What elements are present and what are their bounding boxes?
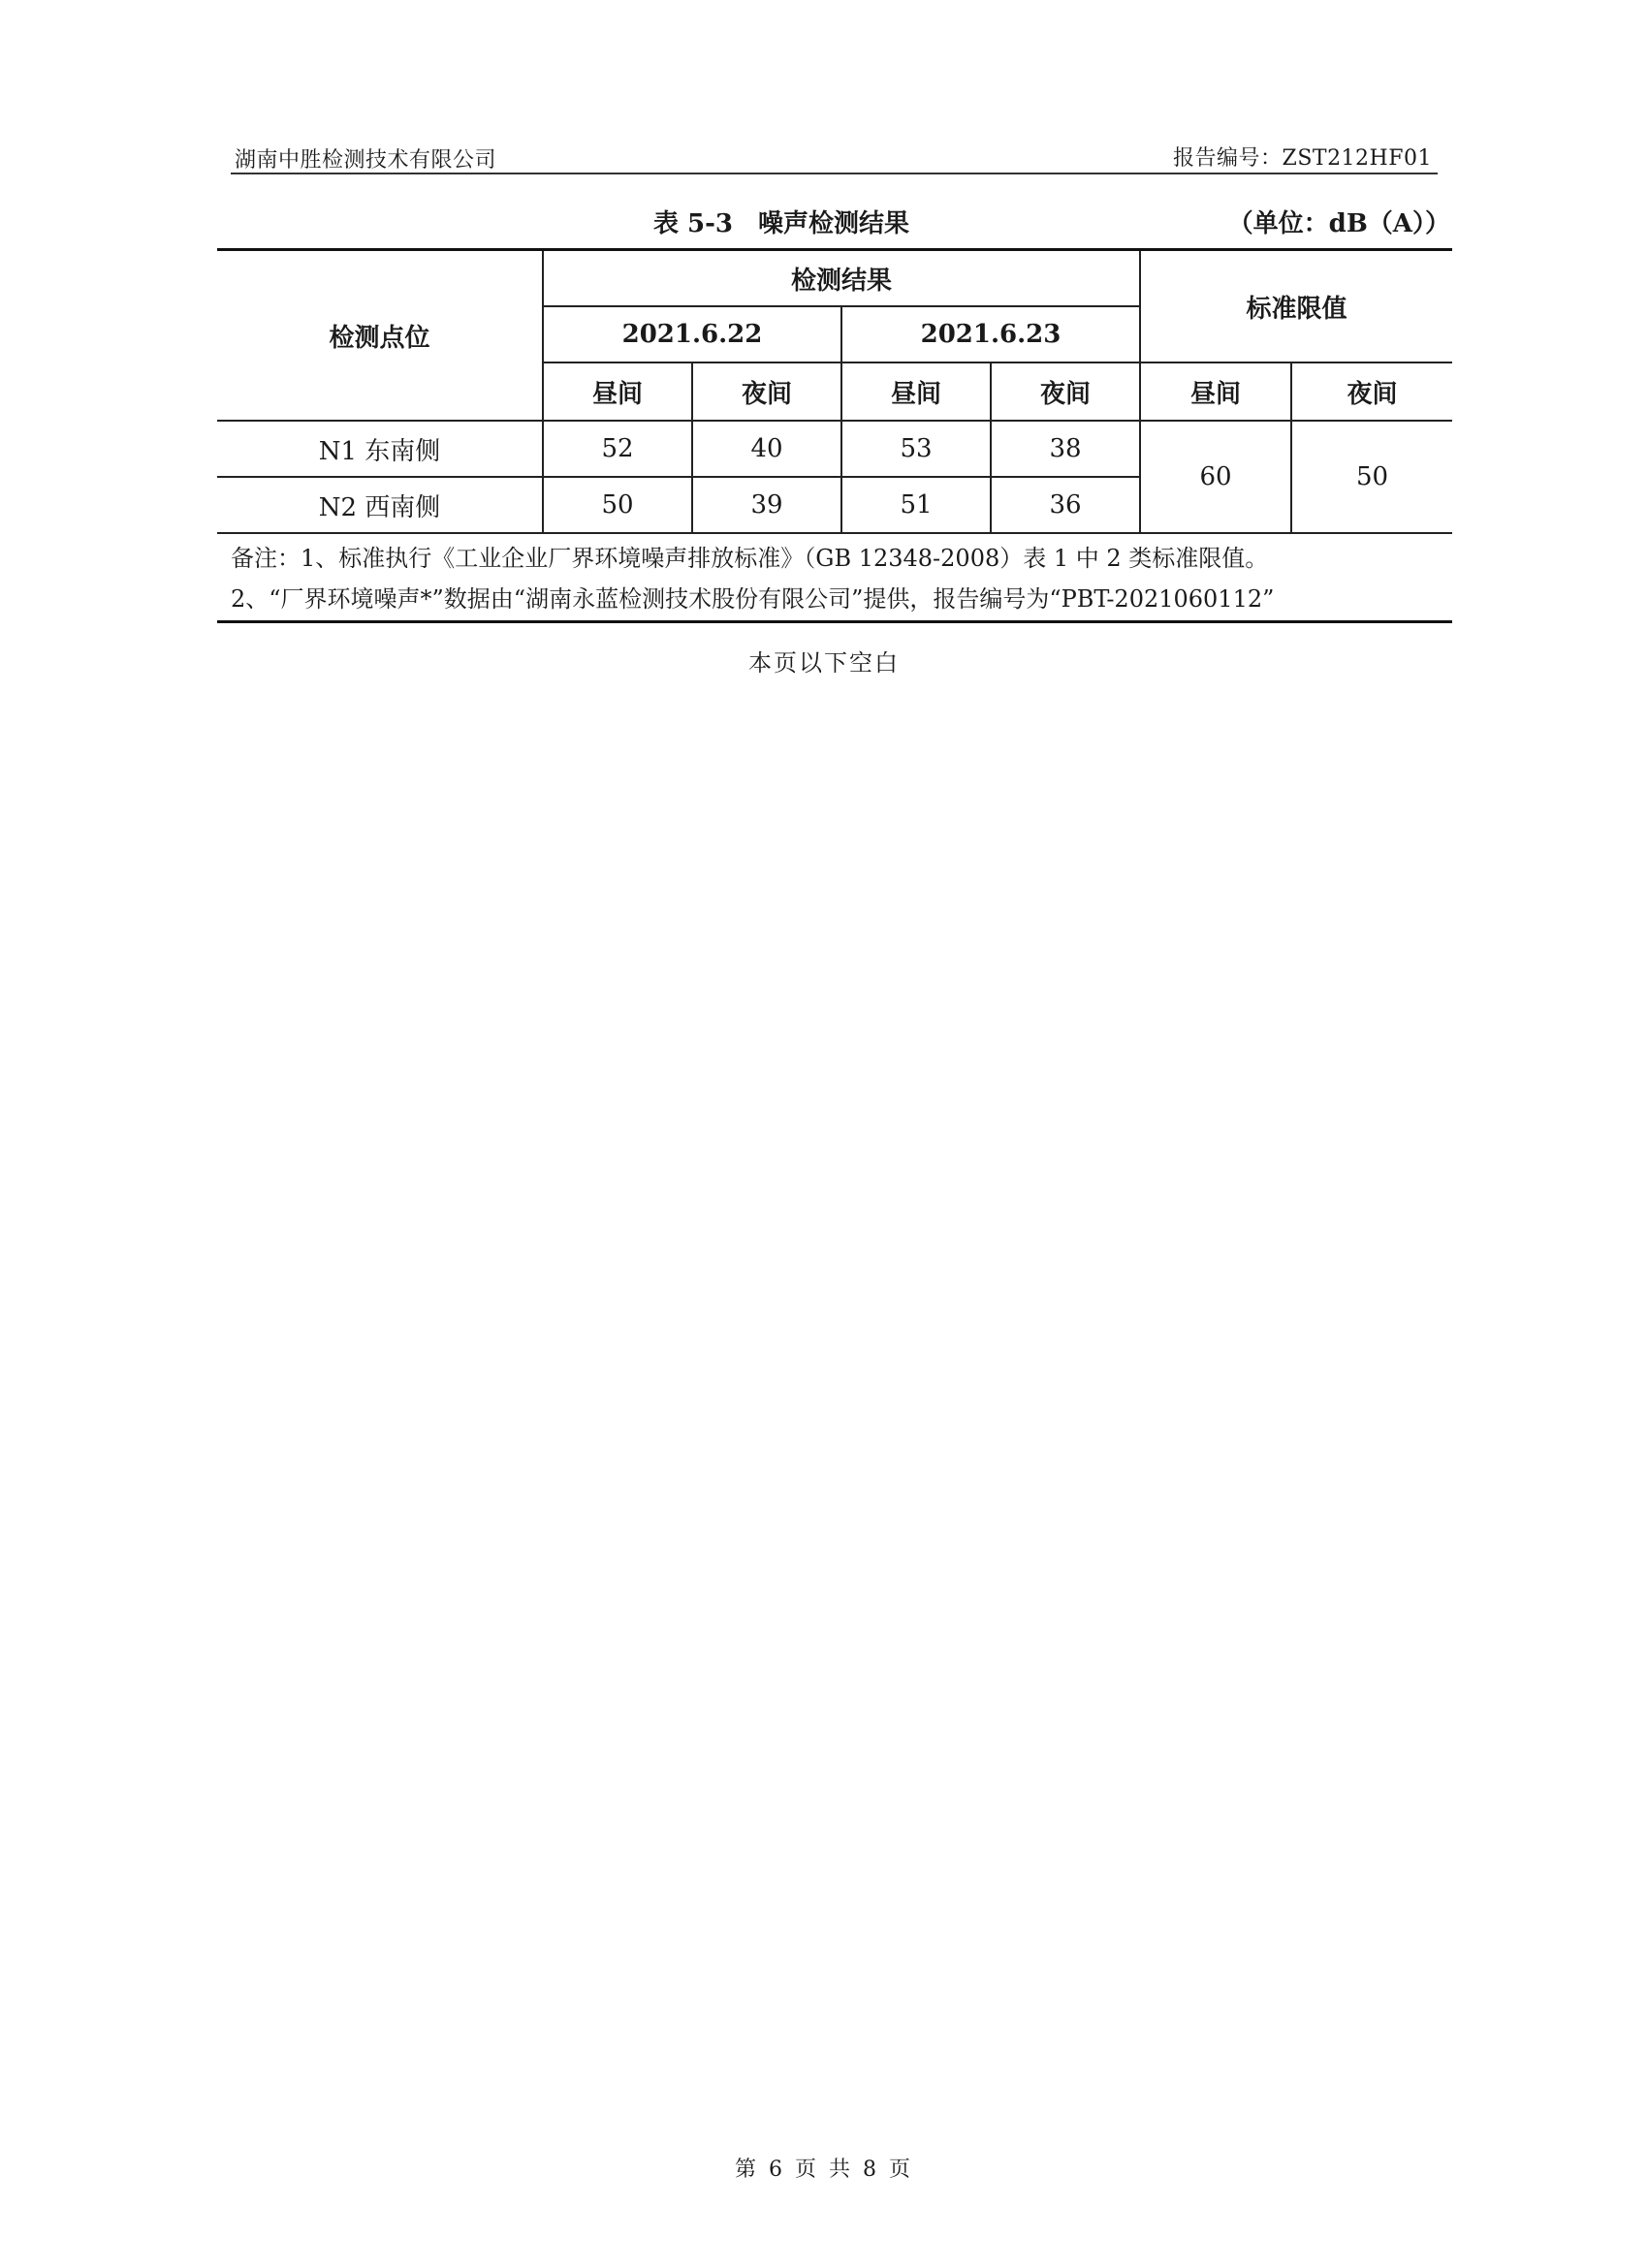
note-line: 2、“厂界环境噪声*”数据由“湖南永蓝检测技术股份有限公司”提供，报告编号为“PBT-2021060112” [231,585,1275,613]
period-header: 夜间 [1291,362,1452,421]
noise-results-table [217,248,1452,534]
table-row [217,421,1452,477]
standard-header: 标准限值 [1140,250,1452,363]
value-cell: 38 [991,421,1140,477]
value-cell: 40 [692,421,841,477]
period-header: 夜间 [692,362,841,421]
value-cell: 36 [991,477,1140,533]
value-cell: 51 [841,477,991,533]
table-unit: （单位：dB（A）） [1227,209,1450,238]
table-notes [217,529,1452,623]
location-cell: N1 东南侧 [217,421,543,477]
page-header [231,140,1438,174]
date-header: 2021.6.22 [543,306,841,362]
period-header: 昼间 [1140,362,1291,421]
report-number: 报告编号：ZST212HF01 [1173,146,1432,171]
value-cell: 53 [841,421,991,477]
location-cell: N2 西南侧 [217,477,543,533]
period-header: 昼间 [543,362,692,421]
company-name: 湖南中胜检测技术有限公司 [235,148,497,173]
results-header: 检测结果 [543,250,1140,307]
value-cell: 52 [543,421,692,477]
table-caption: 表 5-3 噪声检测结果 [653,209,910,238]
note-line: 备注：1、标准执行《工业企业厂界环境噪声排放标准》（GB 12348-2008）表 1 中 2 类标准限值。 [231,545,1269,572]
table-caption-row [217,200,1452,238]
period-header: 夜间 [991,362,1140,421]
period-header: 昼间 [841,362,991,421]
standard-limit-night: 50 [1291,421,1452,533]
value-cell: 50 [543,477,692,533]
location-header: 检测点位 [217,250,543,422]
value-cell: 39 [692,477,841,533]
blank-page-note: 本页以下空白 [748,649,900,677]
standard-limit-day: 60 [1140,421,1291,533]
date-header: 2021.6.23 [841,306,1140,362]
page-footer: 第 6 页 共 8 页 [735,2158,913,2182]
